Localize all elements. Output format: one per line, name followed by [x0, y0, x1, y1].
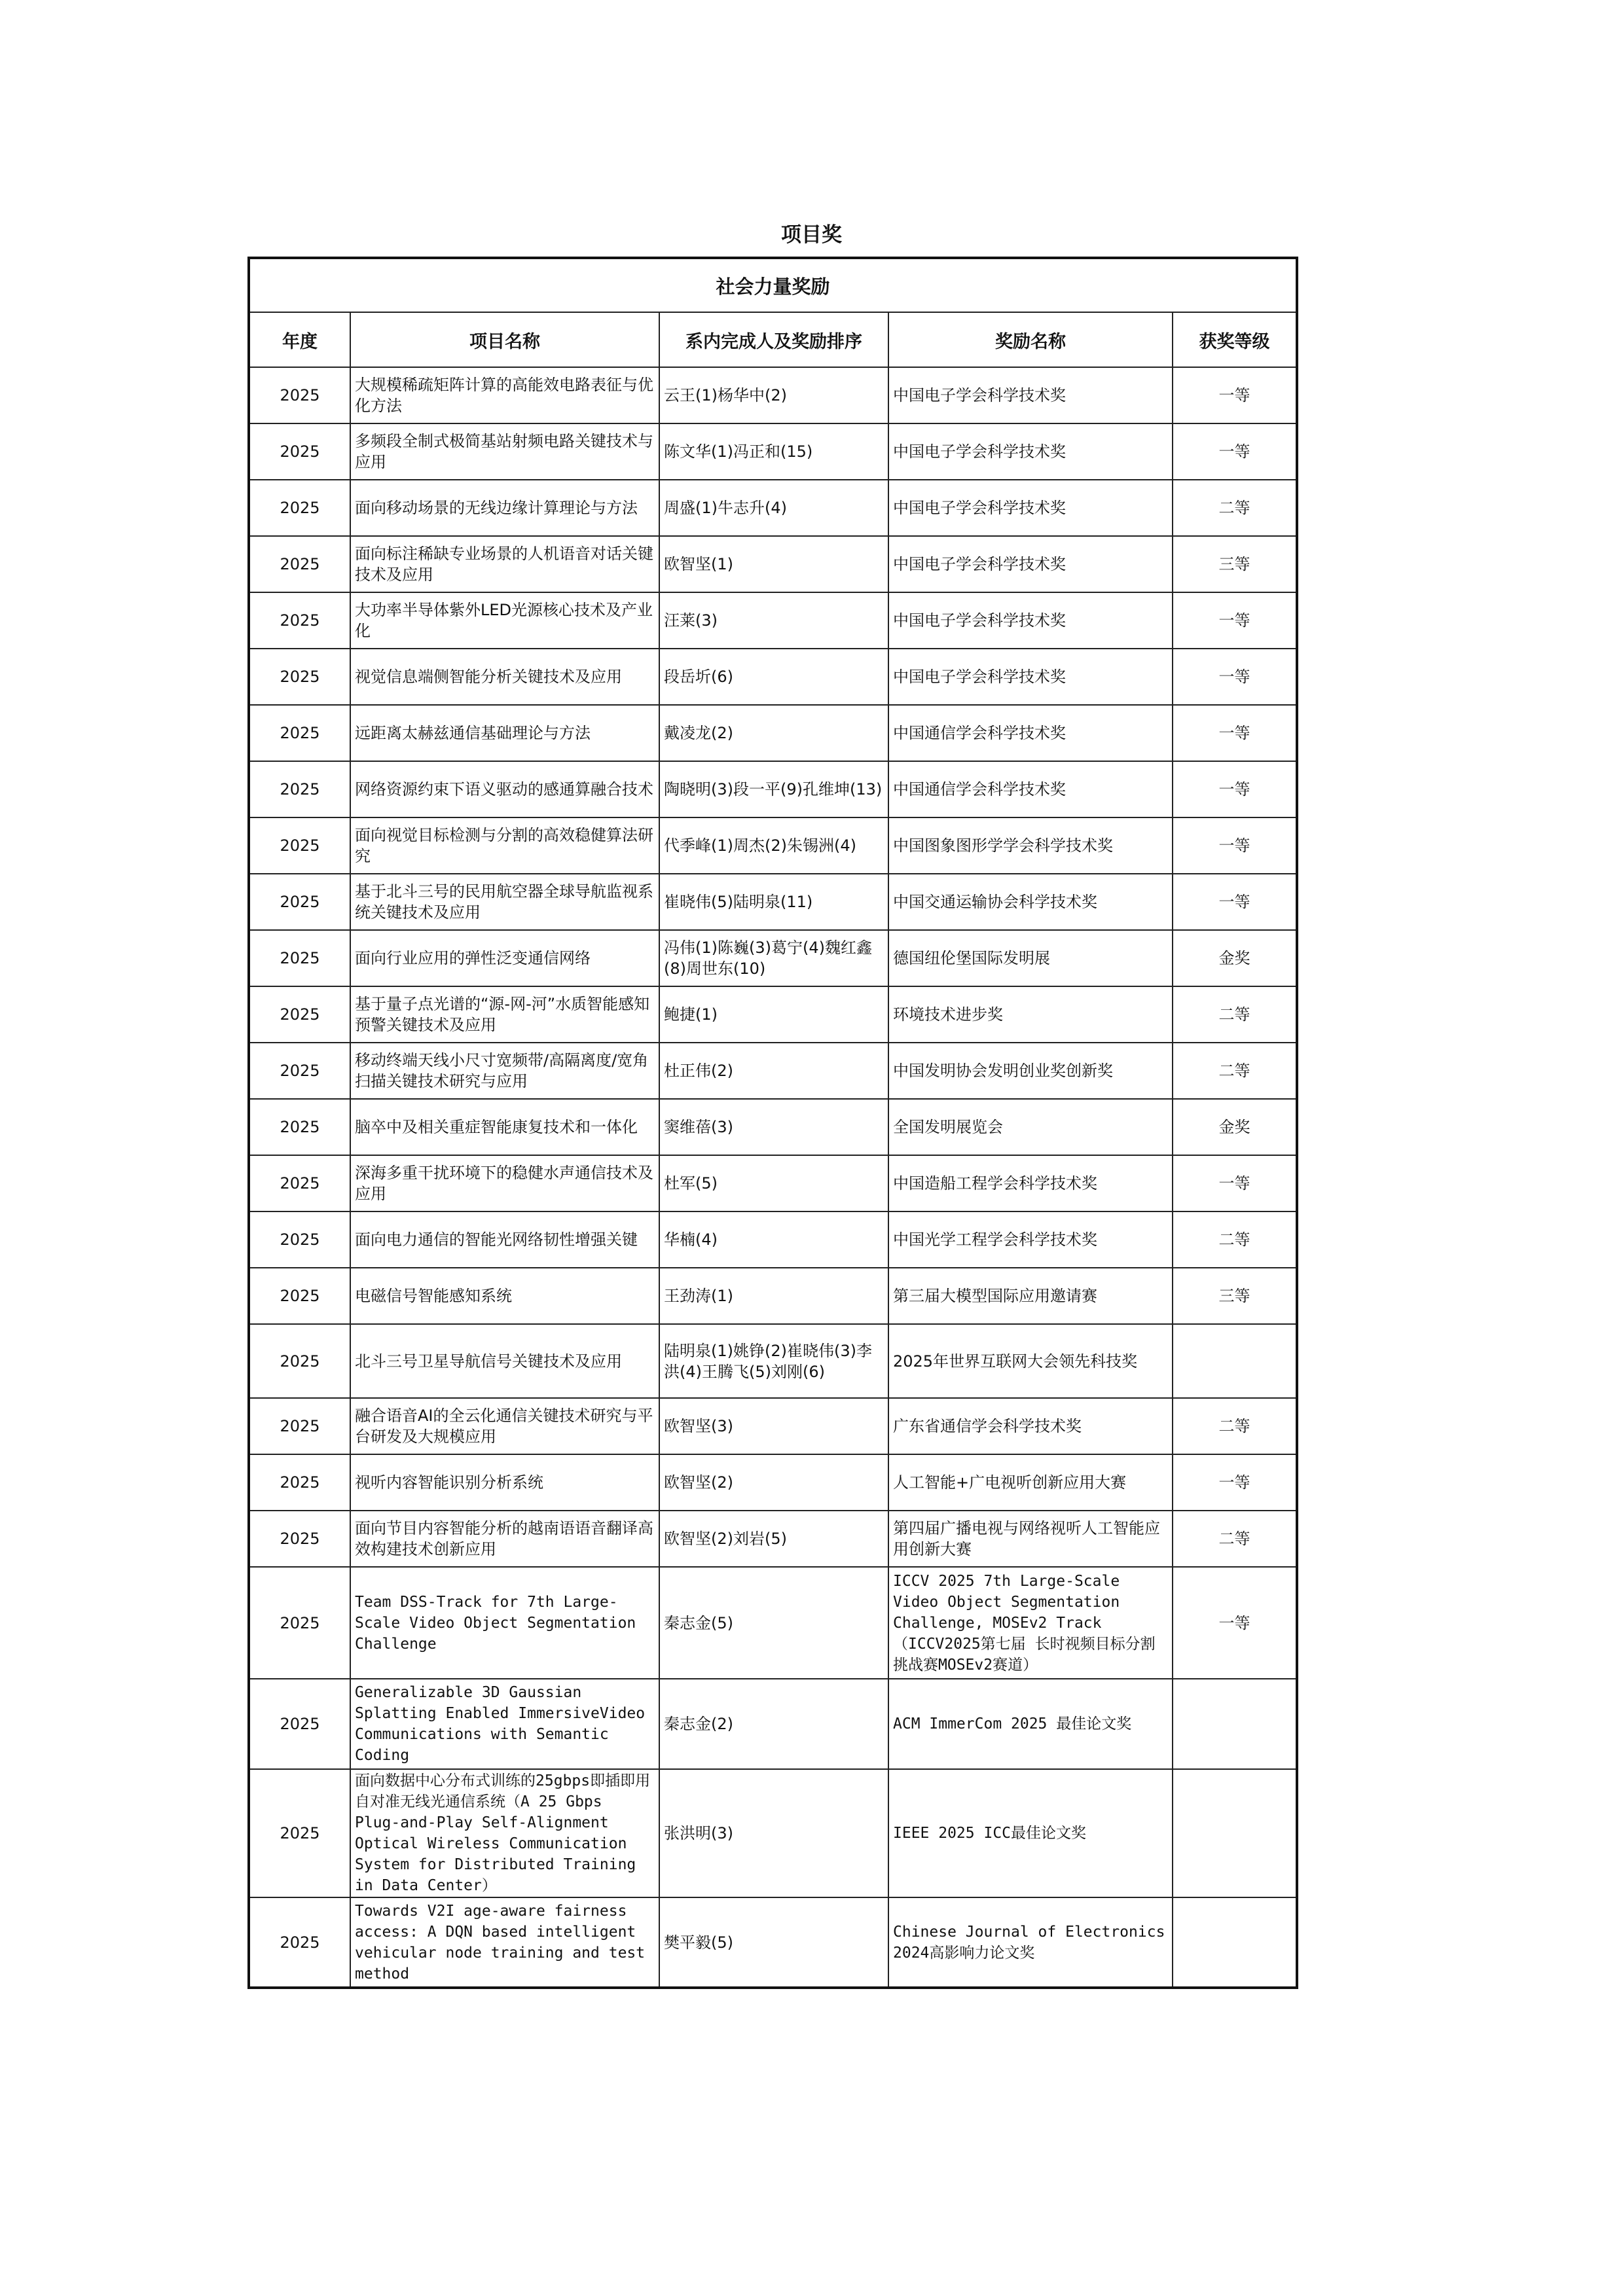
- cell-people: 陈文华(1)冯正和(15): [659, 423, 888, 480]
- table-row: [249, 1511, 1297, 1567]
- cell-people: 张洪明(3): [659, 1769, 888, 1897]
- cell-people: 段岳圻(6): [659, 649, 888, 705]
- table-header-row: [249, 312, 1297, 367]
- table-row: [249, 986, 1297, 1043]
- cell-award: 德国纽伦堡国际发明展: [888, 930, 1173, 986]
- table-row: [249, 1769, 1297, 1897]
- cell-people: 杜军(5): [659, 1155, 888, 1211]
- cell-year: 2025: [249, 986, 350, 1043]
- cell-project: 基于量子点光谱的“源-网-河”水质智能感知预警关键技术及应用: [350, 986, 659, 1043]
- cell-year: 2025: [249, 649, 350, 705]
- cell-award: 中国通信学会科学技术奖: [888, 705, 1173, 761]
- table-row: [249, 423, 1297, 480]
- section-title: 社会力量奖励: [249, 258, 1297, 312]
- cell-award: 中国电子学会科学技术奖: [888, 592, 1173, 649]
- cell-people: 代季峰(1)周杰(2)朱锡洲(4): [659, 817, 888, 874]
- cell-level: [1173, 1769, 1297, 1897]
- table-body: [249, 367, 1297, 1988]
- cell-level: 一等: [1173, 761, 1297, 817]
- cell-level: 一等: [1173, 1155, 1297, 1211]
- cell-award: 中国电子学会科学技术奖: [888, 423, 1173, 480]
- cell-year: 2025: [249, 930, 350, 986]
- cell-level: [1173, 1324, 1297, 1398]
- cell-people: 窦维蓓(3): [659, 1099, 888, 1155]
- cell-people: 云王(1)杨华中(2): [659, 367, 888, 423]
- cell-year: 2025: [249, 874, 350, 930]
- cell-level: 一等: [1173, 367, 1297, 423]
- cell-year: 2025: [249, 1155, 350, 1211]
- cell-project: 面向节目内容智能分析的越南语语音翻译高效构建技术创新应用: [350, 1511, 659, 1567]
- cell-level: 一等: [1173, 874, 1297, 930]
- cell-project: 视觉信息端侧智能分析关键技术及应用: [350, 649, 659, 705]
- cell-level: 二等: [1173, 1043, 1297, 1099]
- table-row: [249, 1454, 1297, 1511]
- cell-project: 面向行业应用的弹性泛变通信网络: [350, 930, 659, 986]
- cell-people: 周盛(1)牛志升(4): [659, 480, 888, 536]
- cell-level: [1173, 1897, 1297, 1988]
- cell-level: 二等: [1173, 480, 1297, 536]
- cell-project: 面向移动场景的无线边缘计算理论与方法: [350, 480, 659, 536]
- cell-year: 2025: [249, 1679, 350, 1769]
- cell-level: 二等: [1173, 986, 1297, 1043]
- cell-project: 电磁信号智能感知系统: [350, 1268, 659, 1324]
- cell-year: 2025: [249, 1099, 350, 1155]
- cell-award: 中国电子学会科学技术奖: [888, 367, 1173, 423]
- cell-award: 中国图象图形学学会科学技术奖: [888, 817, 1173, 874]
- cell-people: 秦志金(2): [659, 1679, 888, 1769]
- cell-award: 中国光学工程学会科学技术奖: [888, 1211, 1173, 1268]
- cell-level: [1173, 1679, 1297, 1769]
- cell-project: 网络资源约束下语义驱动的感通算融合技术: [350, 761, 659, 817]
- cell-project: 多频段全制式极简基站射频电路关键技术与应用: [350, 423, 659, 480]
- cell-project: 北斗三号卫星导航信号关键技术及应用: [350, 1324, 659, 1398]
- cell-year: 2025: [249, 817, 350, 874]
- table-row: [249, 1398, 1297, 1454]
- table-row: [249, 1099, 1297, 1155]
- cell-project: Team DSS-Track for 7th Large-Scale Video Object Segmentation Challenge: [350, 1567, 659, 1679]
- table-row: [249, 1897, 1297, 1988]
- cell-year: 2025: [249, 1043, 350, 1099]
- cell-award: 全国发明展览会: [888, 1099, 1173, 1155]
- cell-people: 王劲涛(1): [659, 1268, 888, 1324]
- cell-project: 深海多重干扰环境下的稳健水声通信技术及应用: [350, 1155, 659, 1211]
- cell-people: 欧智坚(1): [659, 536, 888, 592]
- cell-people: 欧智坚(2)刘岩(5): [659, 1511, 888, 1567]
- cell-project: Generalizable 3D Gaussian Splatting Enabled ImmersiveVideo Communications with Semantic Coding: [350, 1679, 659, 1769]
- table-row: [249, 536, 1297, 592]
- cell-project: 远距离太赫兹通信基础理论与方法: [350, 705, 659, 761]
- cell-level: 三等: [1173, 1268, 1297, 1324]
- cell-project: 基于北斗三号的民用航空器全球导航监视系统关键技术及应用: [350, 874, 659, 930]
- table-caption-row: [249, 258, 1297, 312]
- cell-year: 2025: [249, 1511, 350, 1567]
- cell-project: 面向电力通信的智能光网络韧性增强关键: [350, 1211, 659, 1268]
- cell-award: 中国交通运输协会科学技术奖: [888, 874, 1173, 930]
- table-row: [249, 761, 1297, 817]
- table-row: [249, 649, 1297, 705]
- cell-people: 杜正伟(2): [659, 1043, 888, 1099]
- table-row: [249, 480, 1297, 536]
- cell-level: 一等: [1173, 1567, 1297, 1679]
- cell-award: ICCV 2025 7th Large-Scale Video Object Segmentation Challenge, MOSEv2 Track（ICCV2025第七届 长时视频目标分割挑战赛MOSEv2赛道）: [888, 1567, 1173, 1679]
- cell-level: 一等: [1173, 1454, 1297, 1511]
- cell-level: 三等: [1173, 536, 1297, 592]
- table-row: [249, 367, 1297, 423]
- cell-year: 2025: [249, 423, 350, 480]
- header-year: 年度: [249, 312, 350, 367]
- cell-project: 面向视觉目标检测与分割的高效稳健算法研究: [350, 817, 659, 874]
- cell-year: 2025: [249, 1769, 350, 1897]
- cell-award: 中国发明协会发明创业奖创新奖: [888, 1043, 1173, 1099]
- cell-award: 2025年世界互联网大会领先科技奖: [888, 1324, 1173, 1398]
- cell-award: 中国电子学会科学技术奖: [888, 536, 1173, 592]
- cell-project: 大功率半导体紫外LED光源核心技术及产业化: [350, 592, 659, 649]
- cell-year: 2025: [249, 1567, 350, 1679]
- table-row: [249, 1155, 1297, 1211]
- cell-level: 二等: [1173, 1398, 1297, 1454]
- cell-level: 二等: [1173, 1211, 1297, 1268]
- table-row: [249, 1679, 1297, 1769]
- table-row: [249, 1268, 1297, 1324]
- table-row: [249, 705, 1297, 761]
- header-award: 奖励名称: [888, 312, 1173, 367]
- cell-award: ACM ImmerCom 2025 最佳论文奖: [888, 1679, 1173, 1769]
- table-row: [249, 874, 1297, 930]
- header-people: 系内完成人及奖励排序: [659, 312, 888, 367]
- table-row: [249, 1043, 1297, 1099]
- table-row: [249, 592, 1297, 649]
- cell-people: 陆明泉(1)姚铮(2)崔晓伟(3)李洪(4)王腾飞(5)刘刚(6): [659, 1324, 888, 1398]
- cell-award: 中国电子学会科学技术奖: [888, 649, 1173, 705]
- cell-project: 面向数据中心分布式训练的25gbps即插即用自对准无线光通信系统（A 25 Gbps Plug-and-Play Self-Alignment Optical Wireless Communication System for Distributed Training in Data Center）: [350, 1769, 659, 1897]
- cell-people: 戴凌龙(2): [659, 705, 888, 761]
- cell-year: 2025: [249, 367, 350, 423]
- cell-year: 2025: [249, 1897, 350, 1988]
- cell-level: 二等: [1173, 1511, 1297, 1567]
- cell-people: 陶晓明(3)段一平(9)孔维坤(13): [659, 761, 888, 817]
- cell-level: 一等: [1173, 705, 1297, 761]
- cell-people: 汪莱(3): [659, 592, 888, 649]
- cell-award: 人工智能+广电视听创新应用大赛: [888, 1454, 1173, 1511]
- cell-level: 一等: [1173, 423, 1297, 480]
- cell-level: 一等: [1173, 817, 1297, 874]
- cell-people: 华楠(4): [659, 1211, 888, 1268]
- header-project: 项目名称: [350, 312, 659, 367]
- cell-people: 欧智坚(3): [659, 1398, 888, 1454]
- cell-level: 一等: [1173, 649, 1297, 705]
- cell-project: 移动终端天线小尺寸宽频带/高隔离度/宽角扫描关键技术研究与应用: [350, 1043, 659, 1099]
- cell-project: 融合语音AI的全云化通信关键技术研究与平台研发及大规模应用: [350, 1398, 659, 1454]
- cell-year: 2025: [249, 536, 350, 592]
- cell-people: 冯伟(1)陈巍(3)葛宁(4)魏红鑫(8)周世东(10): [659, 930, 888, 986]
- cell-award: 环境技术进步奖: [888, 986, 1173, 1043]
- cell-award: 中国通信学会科学技术奖: [888, 761, 1173, 817]
- cell-people: 崔晓伟(5)陆明泉(11): [659, 874, 888, 930]
- cell-level: 一等: [1173, 592, 1297, 649]
- cell-award: 第四届广播电视与网络视听人工智能应用创新大赛: [888, 1511, 1173, 1567]
- cell-project: 面向标注稀缺专业场景的人机语音对话关键技术及应用: [350, 536, 659, 592]
- cell-year: 2025: [249, 761, 350, 817]
- cell-project: 视听内容智能识别分析系统: [350, 1454, 659, 1511]
- cell-level: 金奖: [1173, 930, 1297, 986]
- table-row: [249, 930, 1297, 986]
- cell-people: 鲍捷(1): [659, 986, 888, 1043]
- header-level: 获奖等级: [1173, 312, 1297, 367]
- cell-award: IEEE 2025 ICC最佳论文奖: [888, 1769, 1173, 1897]
- cell-level: 金奖: [1173, 1099, 1297, 1155]
- table-row: [249, 817, 1297, 874]
- cell-project: Towards V2I age-aware fairness access: A DQN based intelligent vehicular node training and test method: [350, 1897, 659, 1988]
- table-row: [249, 1324, 1297, 1398]
- cell-people: 樊平毅(5): [659, 1897, 888, 1988]
- cell-award: 中国电子学会科学技术奖: [888, 480, 1173, 536]
- cell-year: 2025: [249, 1398, 350, 1454]
- awards-table: [247, 257, 1298, 1989]
- cell-year: 2025: [249, 1268, 350, 1324]
- cell-award: 中国造船工程学会科学技术奖: [888, 1155, 1173, 1211]
- cell-award: 第三届大模型国际应用邀请赛: [888, 1268, 1173, 1324]
- cell-year: 2025: [249, 705, 350, 761]
- table-row: [249, 1567, 1297, 1679]
- cell-year: 2025: [249, 592, 350, 649]
- cell-people: 秦志金(5): [659, 1567, 888, 1679]
- cell-year: 2025: [249, 1211, 350, 1268]
- cell-award: Chinese Journal of Electronics 2024高影响力论文奖: [888, 1897, 1173, 1988]
- cell-year: 2025: [249, 1324, 350, 1398]
- cell-project: 大规模稀疏矩阵计算的高能效电路表征与优化方法: [350, 367, 659, 423]
- cell-year: 2025: [249, 1454, 350, 1511]
- cell-project: 脑卒中及相关重症智能康复技术和一体化: [350, 1099, 659, 1155]
- cell-people: 欧智坚(2): [659, 1454, 888, 1511]
- cell-award: 广东省通信学会科学技术奖: [888, 1398, 1173, 1454]
- page-title: 项目奖: [781, 223, 842, 247]
- cell-year: 2025: [249, 480, 350, 536]
- table-row: [249, 1211, 1297, 1268]
